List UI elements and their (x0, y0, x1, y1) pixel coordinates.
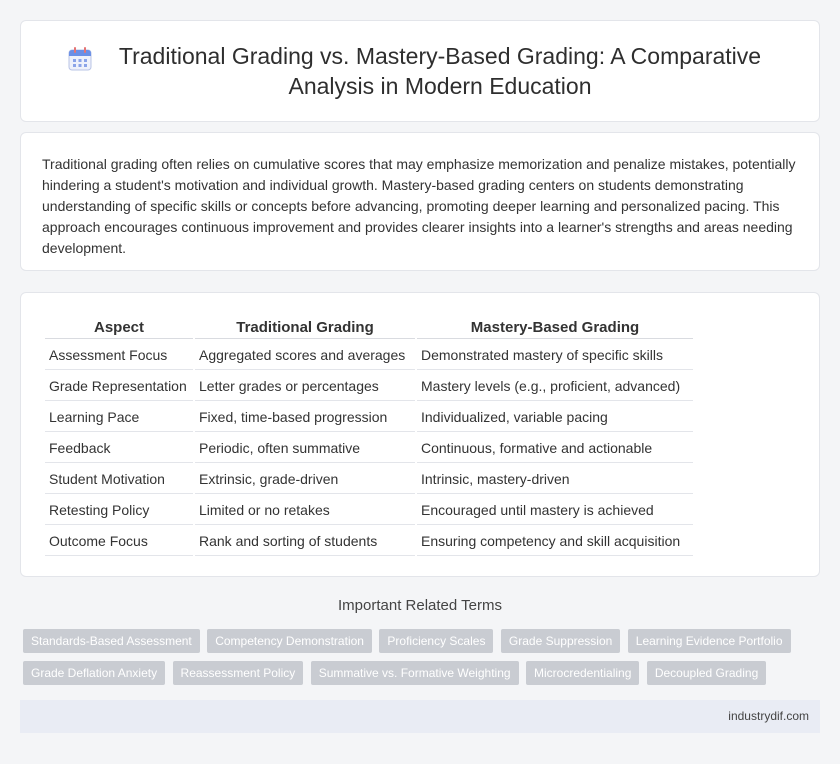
table-cell-mastery: Ensuring competency and skill acquisition (417, 527, 693, 556)
column-header-mastery: Mastery-Based Grading (417, 315, 693, 339)
title-card (20, 20, 820, 122)
table-cell-aspect: Feedback (45, 434, 193, 463)
table-cell-mastery: Continuous, formative and actionable (417, 434, 693, 463)
table-cell-traditional: Limited or no retakes (195, 496, 415, 525)
table-cell-mastery: Encouraged until mastery is achieved (417, 496, 693, 525)
table-cell-traditional: Aggregated scores and averages (195, 341, 415, 370)
related-term-tag[interactable]: Reassessment Policy (173, 661, 304, 685)
table-row (45, 341, 693, 370)
calendar-icon (67, 46, 93, 72)
footer (20, 700, 820, 733)
table-cell-aspect: Retesting Policy (45, 496, 193, 525)
related-terms-list (23, 629, 813, 693)
table-cell-traditional: Letter grades or percentages (195, 372, 415, 401)
table-row (45, 372, 693, 401)
summary-text: Traditional grading often relies on cumulative scores that may emphasize memorization and penalize mistakes, potentially hindering a student's motivation and individual growth. Mastery-based grading centers on students demonstrating understanding of specific skills or concepts before advancing, promoting deeper learning and personalized pacing. This approach encourages continuous improvement and provides clearer insights into a learner's strengths and areas needing development. (42, 156, 796, 256)
related-term-tag[interactable]: Grade Suppression (501, 629, 620, 653)
table-row (45, 465, 693, 494)
related-terms-title: Important Related Terms (338, 597, 502, 614)
table-cell-aspect: Grade Representation (45, 372, 193, 401)
table-cell-aspect: Assessment Focus (45, 341, 193, 370)
table-cell-traditional: Fixed, time-based progression (195, 403, 415, 432)
related-term-tag[interactable]: Decoupled Grading (647, 661, 766, 685)
table-header-row (45, 315, 693, 339)
table-cell-traditional: Periodic, often summative (195, 434, 415, 463)
summary-card (20, 132, 820, 271)
table-cell-mastery: Mastery levels (e.g., proficient, advanced) (417, 372, 693, 401)
related-term-tag[interactable]: Competency Demonstration (207, 629, 372, 653)
table-cell-traditional: Rank and sorting of students (195, 527, 415, 556)
table-cell-aspect: Learning Pace (45, 403, 193, 432)
table-row (45, 496, 693, 525)
table-cell-mastery: Individualized, variable pacing (417, 403, 693, 432)
table-cell-aspect: Student Motivation (45, 465, 193, 494)
comparison-table-card (20, 292, 820, 577)
footer-site-link[interactable]: industrydif.com (728, 709, 809, 723)
table-cell-mastery: Intrinsic, mastery-driven (417, 465, 693, 494)
related-term-tag[interactable]: Summative vs. Formative Weighting (311, 661, 519, 685)
table-row (45, 434, 693, 463)
related-term-tag[interactable]: Proficiency Scales (379, 629, 493, 653)
table-cell-mastery: Demonstrated mastery of specific skills (417, 341, 693, 370)
table-row (45, 403, 693, 432)
related-term-tag[interactable]: Standards-Based Assessment (23, 629, 200, 653)
related-term-tag[interactable]: Microcredentialing (526, 661, 639, 685)
comparison-table (43, 313, 695, 558)
page-title: Traditional Grading vs. Mastery-Based Grading: A Comparative Analysis in Modern Education (118, 43, 762, 99)
column-header-aspect: Aspect (45, 315, 193, 339)
column-header-traditional: Traditional Grading (195, 315, 415, 339)
related-term-tag[interactable]: Learning Evidence Portfolio (628, 629, 791, 653)
table-cell-aspect: Outcome Focus (45, 527, 193, 556)
table-cell-traditional: Extrinsic, grade-driven (195, 465, 415, 494)
table-row (45, 527, 693, 556)
related-term-tag[interactable]: Grade Deflation Anxiety (23, 661, 165, 685)
